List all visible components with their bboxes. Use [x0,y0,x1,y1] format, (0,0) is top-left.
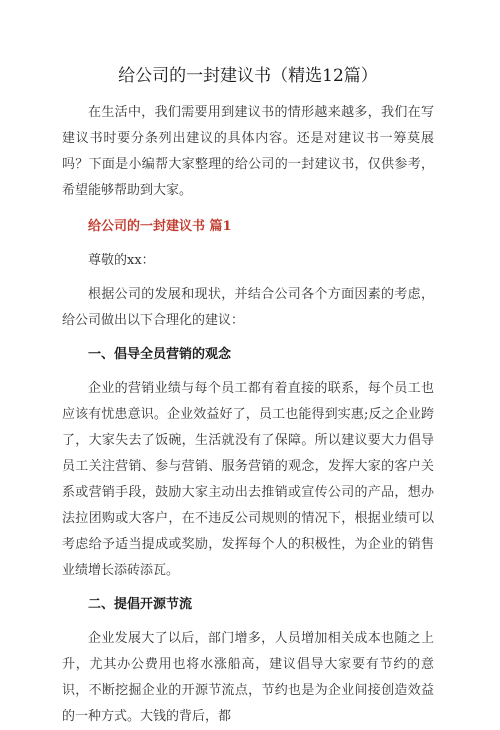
section-heading: 给公司的一封建议书 篇1 [88,219,232,234]
point-body-2: 企业发展大了以后，部门增多，人员增加相关成本也随之上升，尤其办公费用也将水涨船高，建议倡导大家要有节约的意识，不断挖掘企业的开源节流点，节约也是为企业间接创造效益的一种方式。大钱的背后，都 [62,631,434,724]
point-heading-1: 一、倡导全员营销的观念 [88,347,232,362]
point-heading-2: 二、提倡开源节流 [88,597,193,612]
document-title: 给公司的一封建议书（精选12篇） [118,66,378,86]
point-body-1: 企业的营销业绩与每个员工都有着直接的联系，每个员工也应该有忧患意识。企业效益好了，员工也能得到实惠;反之企业跨了，大家失去了饭碗，生活就没有了保障。所以建议要大力倡导员工关注营销、参与营销、服务营销的观念，发挥大家的客户关系或营销手段，鼓励大家主动出去推销或宣传公司的产品，想办法拉团购或大客户，在不违反公司规则的情况下，根据业绩可以考虑给予适当提成或奖励，发挥每个人的积极性，为企业的销售业绩增长添砖添瓦。 [62,381,434,578]
opening-paragraph: 根据公司的发展和现状，并结合公司各个方面因素的考虑，给公司做出以下合理化的建议： [62,287,434,328]
salutation: 尊敬的xx： [88,253,155,268]
intro-paragraph: 在生活中，我们需要用到建议书的情形越来越多，我们在写建议书时要分条列出建议的具体内容。还是对建议书一筹莫展吗？下面是小编帮大家整理的给公司的一封建议书，仅供参考，希望能够帮助到大家。 [62,105,434,198]
